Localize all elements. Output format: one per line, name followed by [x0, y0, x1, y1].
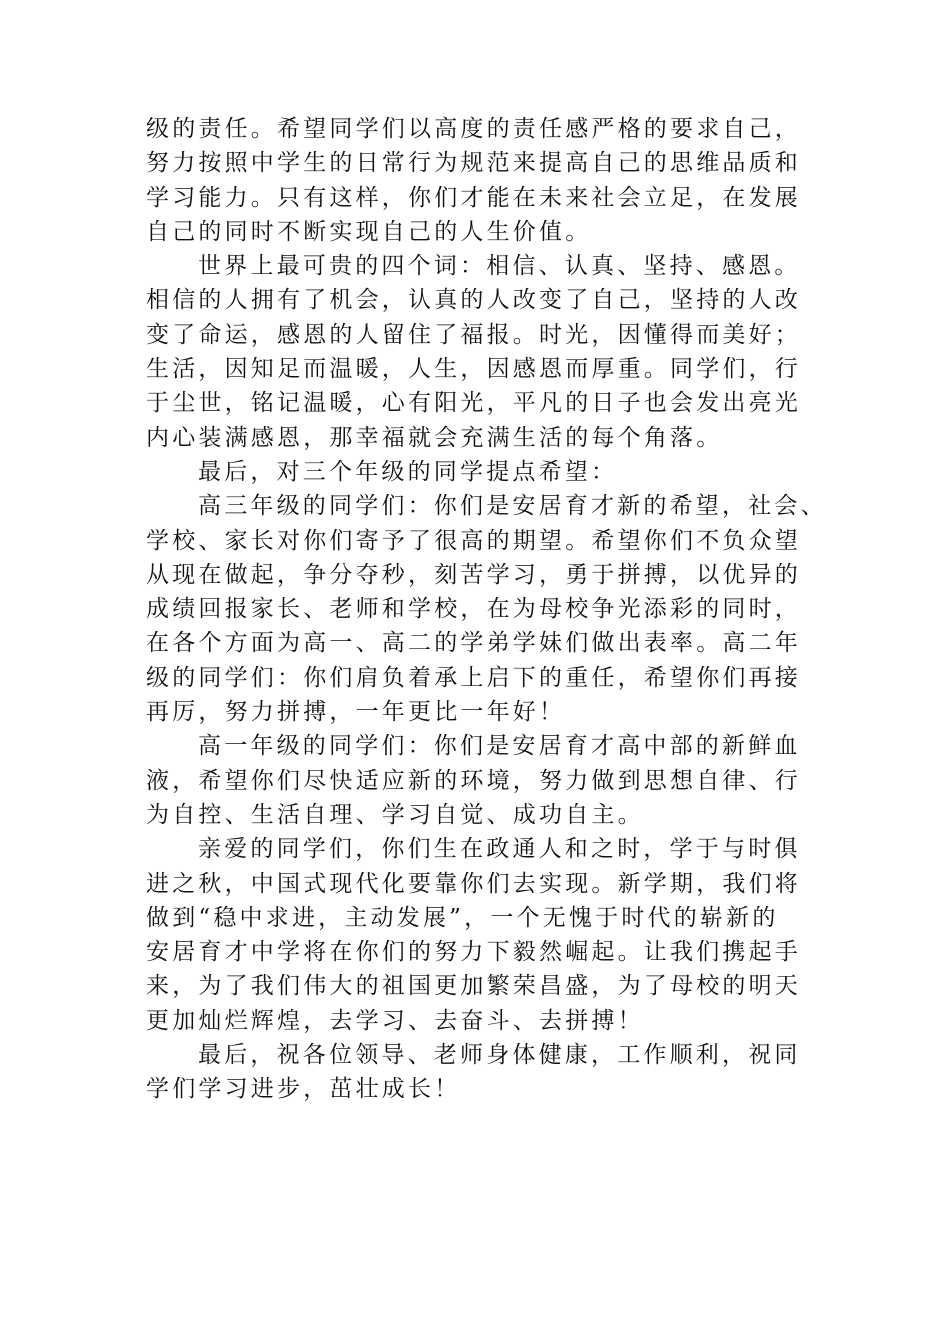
text-line: 级的责任。希望同学们以高度的责任感严格的要求自己，	[146, 116, 801, 142]
text-line: 学习能力。只有这样，你们才能在未来社会立足，在发展	[146, 184, 801, 211]
text-line: 液，希望你们尽快适应新的环境，努力做到思想自律、行	[146, 767, 801, 794]
text-line: 亲爱的同学们，你们生在政通人和之时，学于与时俱	[198, 836, 801, 863]
text-line: 进之秋，中国式现代化要靠你们去实现。新学期，我们将	[146, 870, 801, 897]
text-line: 成绩回报家长、老师和学校，在为母校争光添彩的同时，	[146, 596, 801, 623]
text-line: 生活，因知足而温暖，人生，因感恩而厚重。同学们，行	[146, 356, 801, 383]
text-line: 自己的同时不断实现自己的人生价值。	[146, 218, 592, 245]
text-line: 从现在做起，争分夺秒，刻苦学习，勇于拼搏，以优异的	[146, 561, 801, 588]
text-line: 世界上最可贵的四个词：相信、认真、坚持、感恩。	[198, 253, 801, 280]
text-line: 高三年级的同学们：你们是安居育才新的希望，社会、	[198, 493, 827, 520]
text-line: 学校、家长对你们寄予了很高的期望。希望你们不负众望	[146, 527, 801, 554]
text-line: 在各个方面为高一、高二的学弟学妹们做出表率。高二年	[146, 630, 801, 657]
text-line: 再厉，努力拼搏，一年更比一年好！	[146, 699, 566, 726]
text-line: 变了命运，感恩的人留住了福报。时光，因懂得而美好；	[146, 321, 801, 348]
text-line: 更加灿烂辉煌，去学习、去奋斗、去拼搏！	[146, 1007, 644, 1034]
text-line: 为自控、生活自理、学习自觉、成功自主。	[146, 801, 644, 828]
text-line: 努力按照中学生的日常行为规范来提高自己的思维品质和	[146, 150, 801, 177]
text-line: 做到“稳中求进，主动发展”，一个无愧于时代的崭新的	[146, 904, 779, 931]
text-line: 高一年级的同学们：你们是安居育才高中部的新鲜血	[198, 733, 801, 760]
text-line: 相信的人拥有了机会，认真的人改变了自己，坚持的人改	[146, 287, 801, 314]
text-line: 内心装满感恩，那幸福就会充满生活的每个角落。	[146, 424, 723, 451]
text-line: 最后，祝各位领导、老师身体健康，工作顺利，祝同	[198, 1042, 801, 1069]
text-line: 于尘世，铭记温暖，心有阳光，平凡的日子也会发出亮光	[146, 390, 801, 417]
text-line: 学们学习进步，茁壮成长！	[146, 1076, 461, 1103]
text-line: 安居育才中学将在你们的努力下毅然崛起。让我们携起手	[146, 939, 801, 966]
text-line: 级的同学们：你们肩负着承上启下的重任，希望你们再接	[146, 664, 801, 691]
text-line: 最后，对三个年级的同学提点希望：	[198, 458, 618, 485]
text-line: 来，为了我们伟大的祖国更加繁荣昌盛，为了母校的明天	[146, 973, 801, 1000]
document-body	[146, 112, 836, 1107]
